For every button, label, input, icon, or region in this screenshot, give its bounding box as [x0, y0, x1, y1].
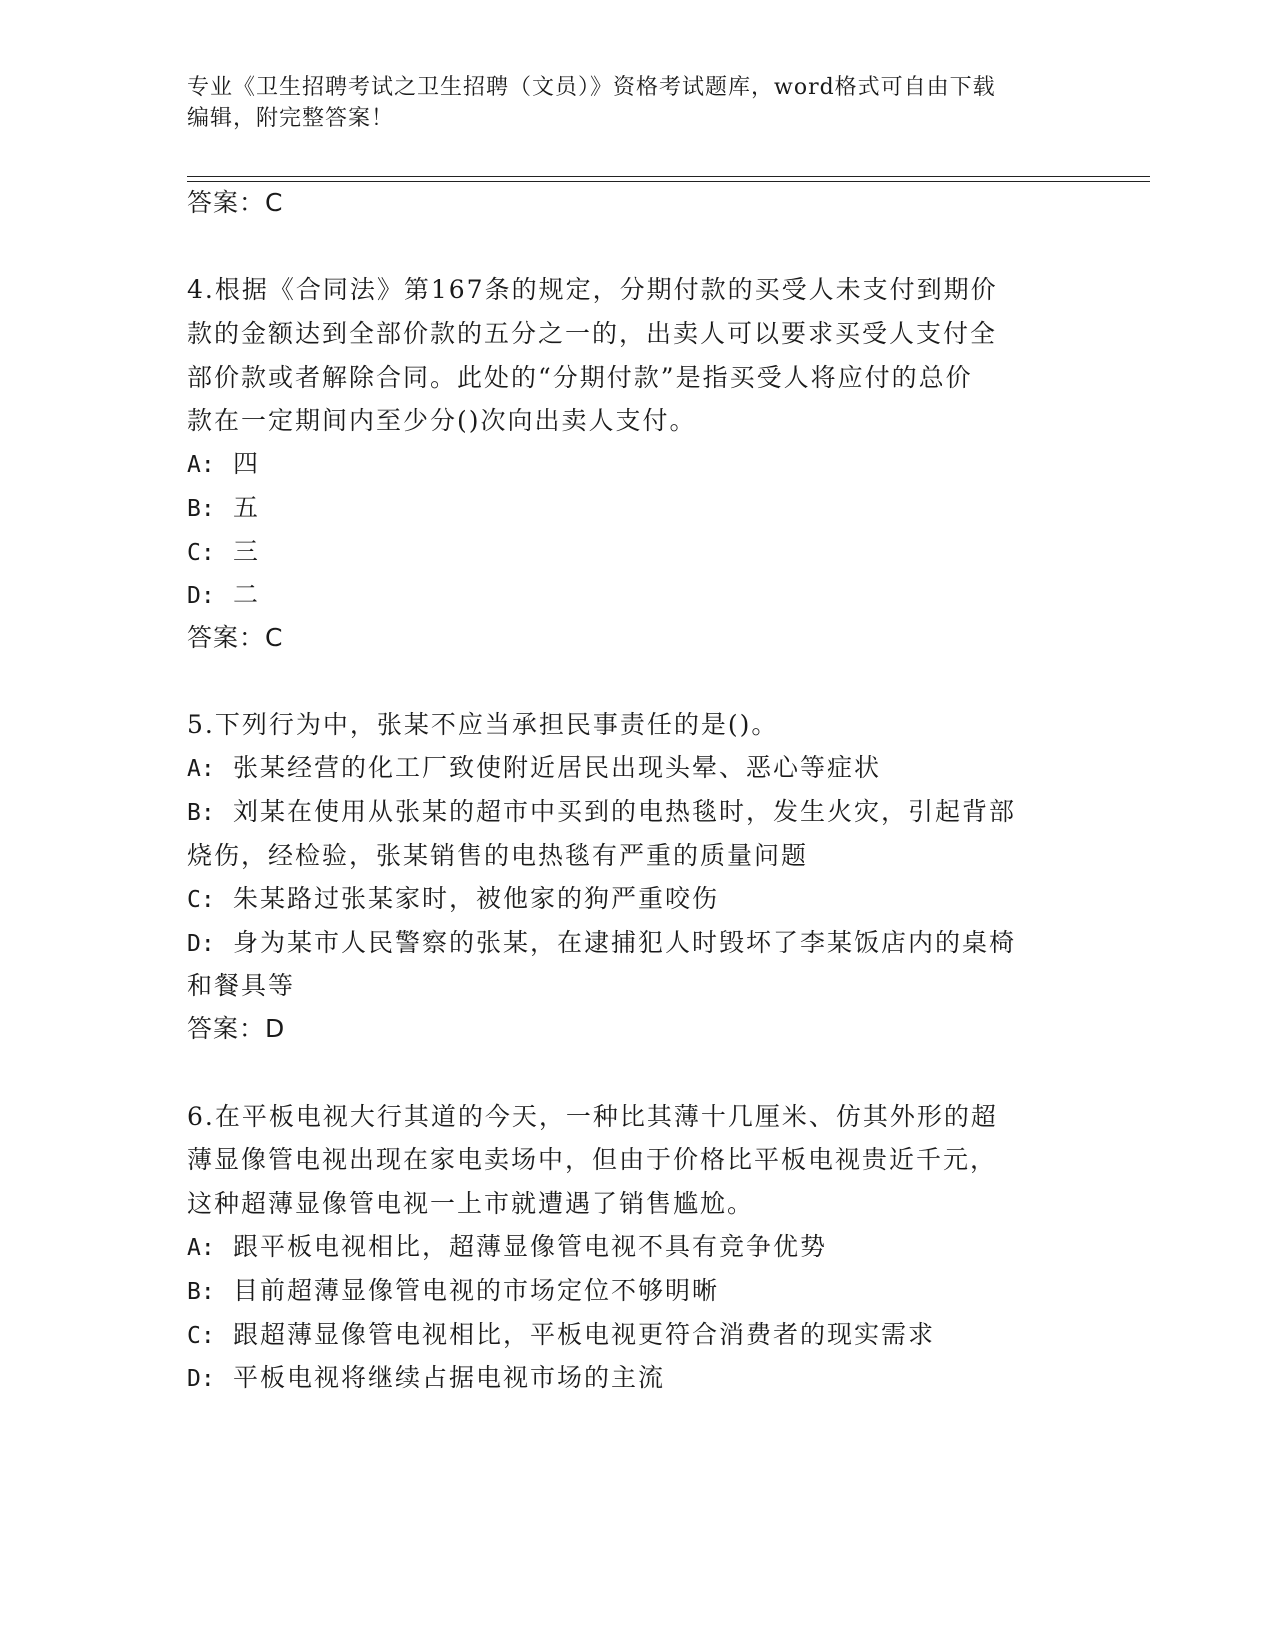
q6-option-c [187, 1320, 935, 1351]
q4-option-b [187, 493, 260, 524]
q5-option-d-continued: 和餐具等 [187, 971, 296, 1000]
header-line-1: 专业《卫生招聘考试之卫生招聘（文员）》资格考试题库，word格式可自由下载 [187, 75, 996, 100]
q5-option-c-text: 朱某路过张某家时，被他家的狗严重咬伤 [233, 884, 720, 913]
q5-option-d [187, 928, 1016, 959]
q4-line-2: 款的金额达到全部价款的五分之一的，出卖人可以要求买受人支付全 [187, 319, 998, 348]
q4-option-d-letter: D: [187, 583, 215, 609]
q4-option-d [187, 580, 260, 611]
q6-option-d-letter: D: [187, 1366, 215, 1392]
header-rule-top [187, 176, 1150, 177]
q6-option-a-letter: A: [187, 1235, 215, 1261]
header-line-2: 编辑，附完整答案！ [187, 106, 395, 131]
q6-option-c-letter: C: [187, 1323, 215, 1349]
page-header [187, 72, 1087, 134]
q4-option-b-text: 五 [233, 493, 261, 522]
q6-option-d-text: 平板电视将继续占据电视市场的主流 [233, 1363, 666, 1392]
q6-option-c-text: 跟超薄显像管电视相比，平板电视更符合消费者的现实需求 [233, 1320, 936, 1349]
q4-line-1: 4.根据《合同法》第167条的规定，分期付款的买受人未支付到期价 [187, 275, 998, 304]
q4-answer: 答案：C [187, 623, 284, 652]
q6-line-3: 这种超薄显像管电视一上市就遭遇了销售尴尬。 [187, 1189, 755, 1218]
header-rule-bottom [187, 181, 1150, 182]
q6-option-b-letter: B: [187, 1279, 215, 1305]
q5-option-c-letter: C: [187, 887, 215, 913]
q5-option-b-letter: B: [187, 800, 215, 826]
q6-line-2: 薄显像管电视出现在家电卖场中，但由于价格比平板电视贵近千元， [187, 1145, 998, 1174]
q5-option-a-letter: A: [187, 756, 215, 782]
q6-line-1: 6.在平板电视大行其道的今天，一种比其薄十几厘米、仿其外形的超 [187, 1102, 998, 1131]
q4-option-d-text: 二 [233, 580, 261, 609]
q6-option-a [187, 1232, 827, 1263]
answer-prev: 答案：C [187, 188, 284, 217]
q4-option-a [187, 449, 260, 480]
q5-line-1: 5.下列行为中，张某不应当承担民事责任的是()。 [187, 710, 779, 739]
q4-line-3: 部价款或者解除合同。此处的“分期付款”是指买受人将应付的总价 [187, 363, 973, 392]
q4-option-a-letter: A: [187, 452, 215, 478]
q4-option-c [187, 537, 260, 568]
q5-option-b-text: 刘某在使用从张某的超市中买到的电热毯时，发生火灾，引起背部 [233, 797, 1017, 826]
q6-option-a-text: 跟平板电视相比，超薄显像管电视不具有竞争优势 [233, 1232, 828, 1261]
q6-option-b [187, 1276, 719, 1307]
q4-option-a-text: 四 [233, 449, 261, 478]
q6-option-d [187, 1363, 665, 1394]
q5-option-b-continued: 烧伤，经检验，张某销售的电热毯有严重的质量问题 [187, 841, 809, 870]
q5-option-a-text: 张某经营的化工厂致使附近居民出现头晕、恶心等症状 [233, 753, 882, 782]
q5-option-a [187, 753, 881, 784]
q5-option-d-text: 身为某市人民警察的张某，在逮捕犯人时毁坏了李某饭店内的桌椅 [233, 928, 1017, 957]
q4-option-c-letter: C: [187, 540, 215, 566]
q4-option-c-text: 三 [233, 537, 261, 566]
q4-line-4: 款在一定期间内至少分()次向出卖人支付。 [187, 406, 697, 435]
q5-option-b [187, 797, 1016, 828]
q5-option-c [187, 884, 719, 915]
q5-answer: 答案：D [187, 1014, 286, 1043]
q4-option-b-letter: B: [187, 496, 215, 522]
q5-option-d-letter: D: [187, 931, 215, 957]
q6-option-b-text: 目前超薄显像管电视的市场定位不够明晰 [233, 1276, 720, 1305]
